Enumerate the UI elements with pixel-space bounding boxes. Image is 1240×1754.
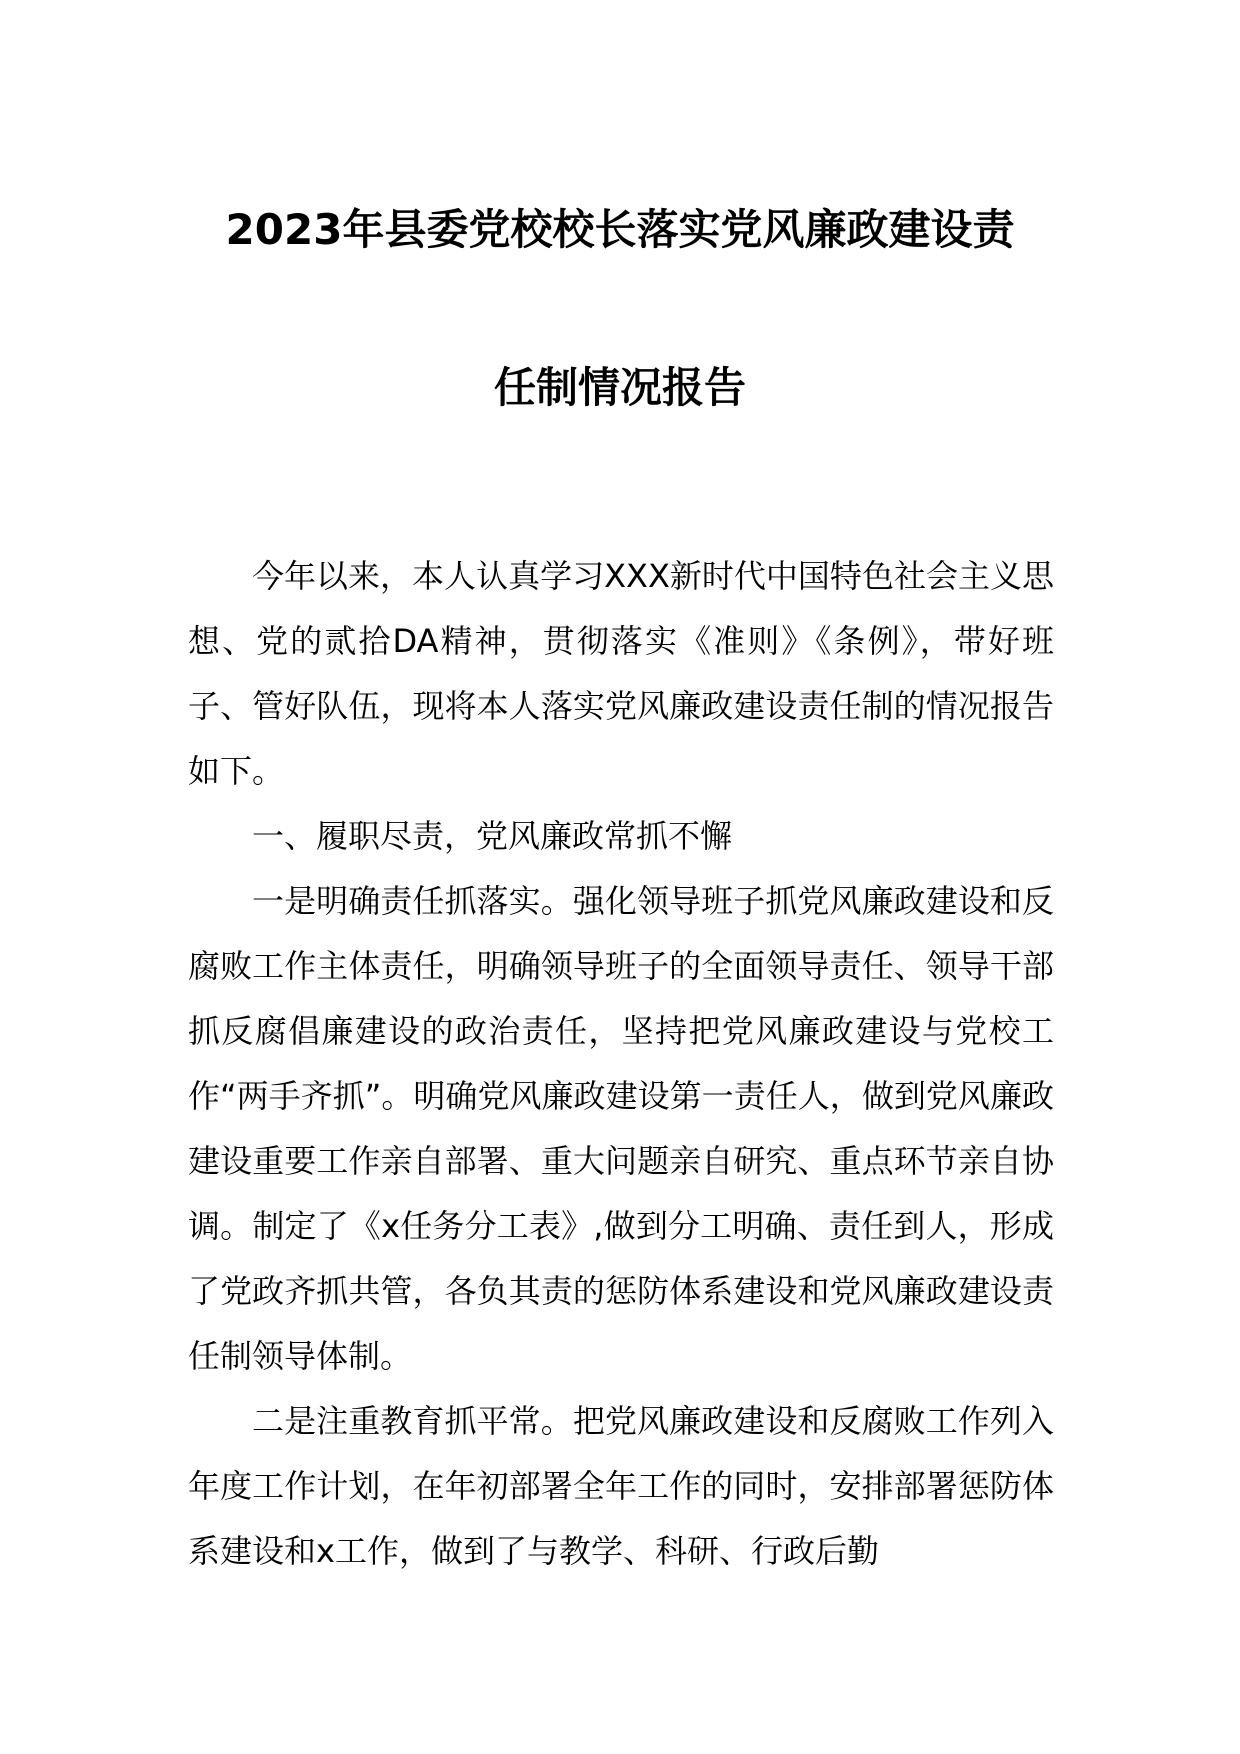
- paragraph-education: 二是注重教育抓平常。把党风廉政建设和反腐败工作列入年度工作计划，在年初部署全年工作的同时，安排部署惩防体系建设和x工作，做到了与教学、科研、行政后勤: [188, 1402, 1054, 1570]
- paragraph-responsibility: 一是明确责任抓落实。强化领导班子抓党风廉政建设和反腐败工作主体责任，明确领导班子的全面领导责任、领导干部抓反腐倡廉建设的政治责任，坚持把党风廉政建设与党校工作“两手齐抓”。明确党风廉政建设第一责任人，做到党风廉政建设重要工作亲自部署、重大问题亲自研究、重点环节亲自协调。制定了《x任务分工表》,做到分工明确、责任到人，形成了党政齐抓共管，各负其责的惩防体系建设和党风廉政建设责任制领导体制。: [188, 882, 1054, 1375]
- document-title-line-1: 2023年县委党校校长落实党风廉政建设责: [225, 205, 1015, 254]
- document-body: [188, 544, 1054, 1584]
- document-title-line-2: 任制情况报告: [493, 363, 746, 412]
- section-heading-1: 一、履职尽责，党风廉政常抓不懈: [252, 817, 733, 855]
- paragraph-intro: 今年以来，本人认真学习XXX新时代中国特色社会主义思想、党的贰拾DA精神，贯彻落实《准则》《条例》，带好班子、管好队伍，现将本人落实党风廉政建设责任制的情况报告如下。: [188, 557, 1054, 790]
